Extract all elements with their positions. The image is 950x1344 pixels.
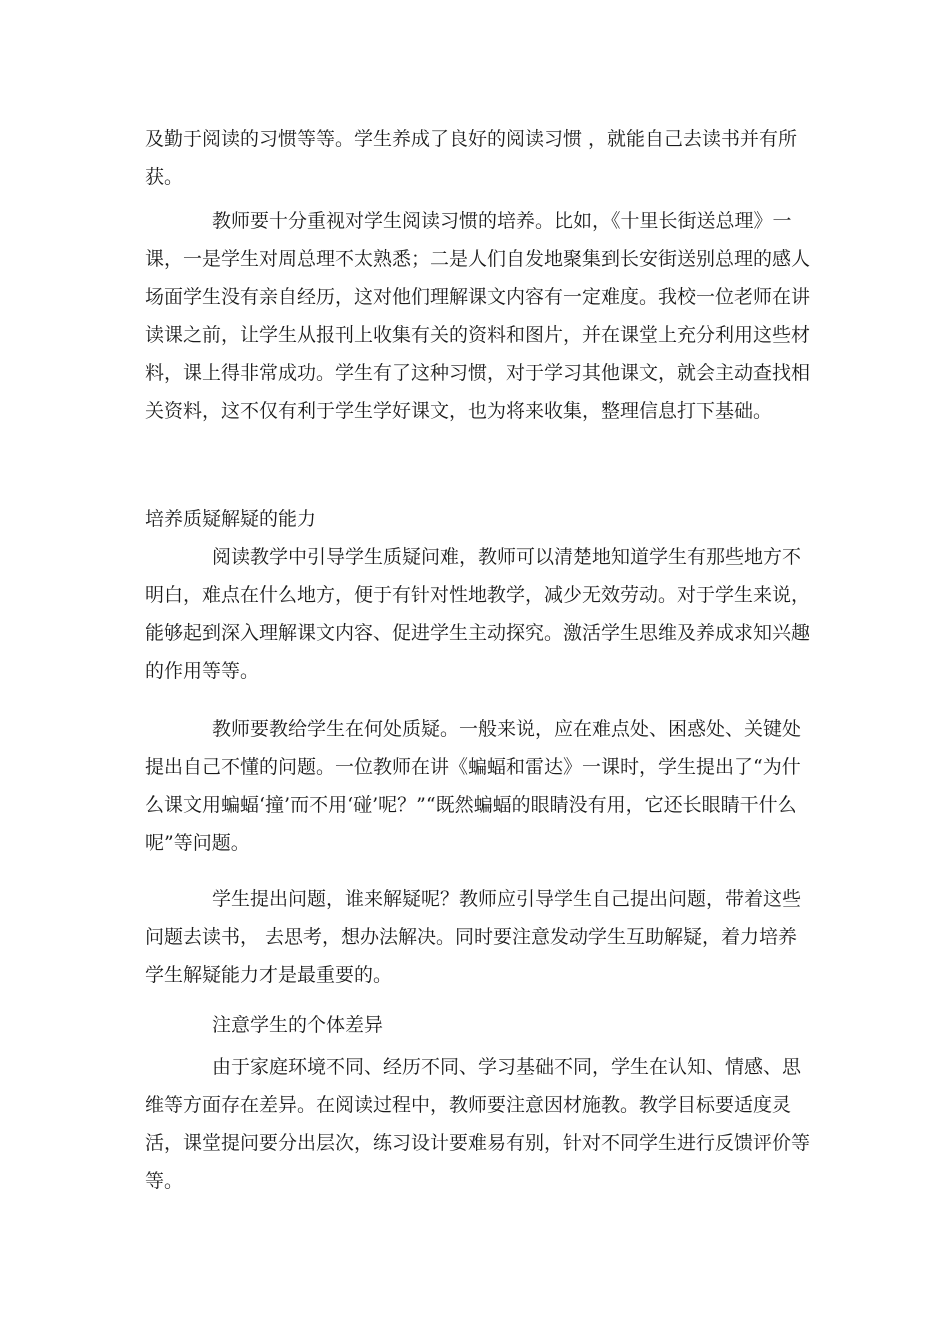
paragraph-individual-difference: 由于家庭环境不同、经历不同、学习基础不同，学生在认知、情感、思维等方面存在差异。在阅读过程中，教师要注意因材施教。教学目标要适度灵活，课堂提问要分出层次，练习设计要难易有别，针对不同学生进行反馈评价等等。 (145, 1056, 811, 1192)
paragraph-reading-habit: 教师要十分重视对学生阅读习惯的培养。比如，《十里长街送总理》一课，一是学生对周总理不太熟悉；二是人们自发地聚集到长安街送别总理的感人场面学生没有亲自经历，这对他们理解课文内容有一定难度。我校一位老师在讲读课之前，让学生从报刊上收集有关的资料和图片，并在课堂上充分利用这些材料，课上得非常成功。学生有了这种习惯，对于学习其他课文，就会主动查找相关资料，这不仅有利于学生学好课文，也为将来收集，整理信息打下基础。 (145, 210, 811, 422)
paragraph-who-resolves: 学生提出问题，谁来解疑呢？教师应引导学生自己提出问题，带着这些问题去读书， 去思考，想办法解决。同时要注意发动学生互助解疑，着力培养学生解疑能力才是最重要的。 (145, 888, 802, 986)
paragraph-continuation: 及勤于阅读的习惯等等。学生养成了良好的阅读习惯 ，就能自己去读书并有所获。 (145, 128, 798, 188)
paragraph-where-to-question: 教师要教给学生在何处质疑。一般来说，应在难点处、困惑处、关键处提出自己不懂的问题。一位教师在讲《蝙蝠和雷达》一课时，学生提出了“为什么课文用蝙蝠‘撞’而不用‘碰’呢？”“既然蝙蝠的眼睛没有用，它还长眼睛干什么呢”等问题。 (145, 718, 802, 854)
paragraph-questioning-intro: 阅读教学中引导学生质疑问难，教师可以清楚地知道学生有那些地方不明白，难点在什么地方，便于有针对性地教学，减少无效劳动。对于学生来说，能够起到深入理解课文内容、促进学生主动探究。激活学生思维及养成求知兴趣的作用等等。 (145, 546, 811, 682)
section-heading-individual-difference: 注意学生的个体差异 (212, 1014, 384, 1036)
section-heading-questioning: 培养质疑解疑的能力 (145, 508, 317, 530)
